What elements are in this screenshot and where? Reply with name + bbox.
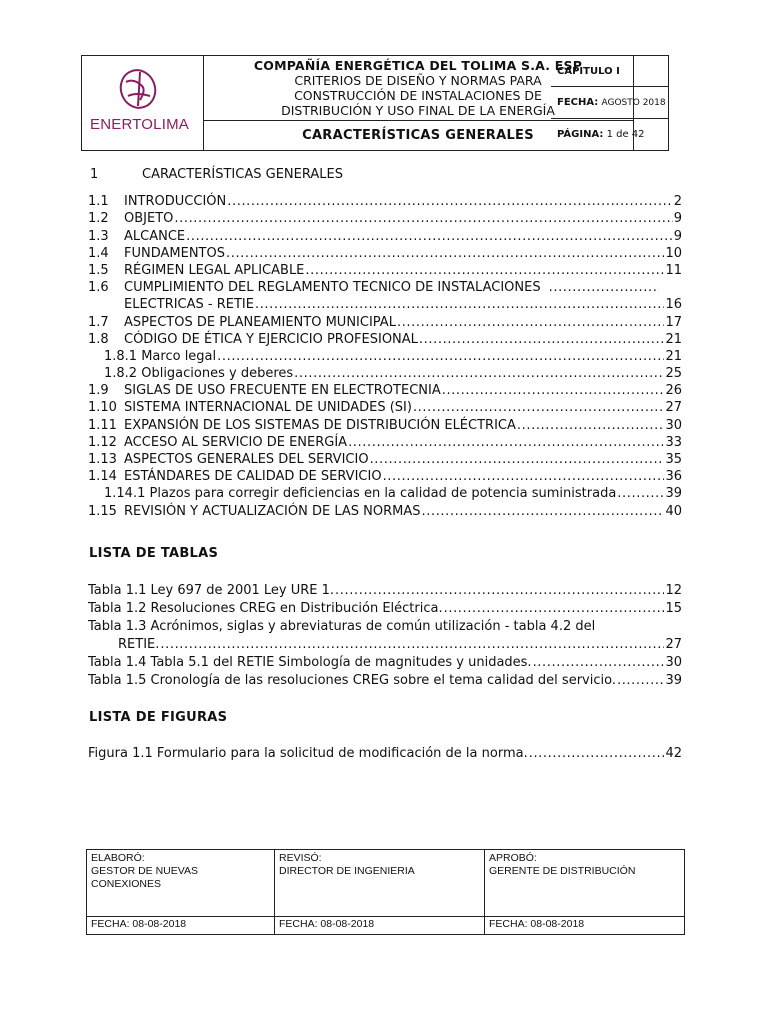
toc-entry[interactable] [88, 261, 682, 278]
toc-entry-label [88, 383, 441, 398]
toc-entry[interactable] [88, 312, 682, 329]
dot-leader [397, 315, 665, 330]
toc-entry-number: 1.9 [88, 383, 109, 399]
logo-wordmark: ENERTOLIMA [90, 116, 189, 133]
toc-entry-number: 1.14.1 [104, 486, 146, 502]
reviso-label: REVISÓ: [279, 852, 322, 864]
dot-leader [255, 297, 664, 312]
dot-leader [422, 504, 665, 519]
toc-entry-label [88, 435, 347, 450]
toc-entry-page: 11 [665, 262, 682, 278]
toc-entry-page: 21 [665, 348, 682, 364]
toc-entry-text: CUMPLIMIENTO DEL REGLAMENTO TECNICO DE INSTALACIONES [124, 280, 541, 296]
toc-entry-text: OBJETO [124, 211, 174, 227]
toc-entry-page: 9 [673, 211, 682, 227]
toc-entry-text: ASPECTOS DE PLANEAMIENTO MUNICIPAL [124, 314, 396, 330]
table-list-entry-text: Tabla 1.2 Resoluciones CREG en Distribución Eléctrica. [88, 601, 443, 616]
toc-entry[interactable] [88, 433, 682, 450]
tables-heading: LISTA DE TABLAS [89, 546, 219, 561]
aprobo-label: APROBÓ: [489, 852, 537, 864]
page-cell [551, 119, 668, 150]
toc-entry-page: 16 [665, 297, 682, 313]
toc-entry-text: ALCANCE [124, 228, 186, 244]
dot-leader [383, 469, 665, 484]
toc-entry[interactable] [88, 347, 682, 364]
criteria-line-2: CONSTRUCCIÓN DE INSTALACIONES DE [294, 88, 542, 103]
figures-heading: LISTA DE FIGURAS [89, 710, 228, 725]
dot-leader [617, 486, 664, 501]
date-cell [551, 87, 668, 119]
dot-leader [174, 211, 672, 226]
enertolima-logo-icon [82, 56, 203, 150]
toc-entry-text: Obligaciones y deberes [141, 366, 294, 382]
toc-entry-page: 33 [665, 434, 682, 450]
toc-entry-label [88, 486, 616, 501]
table-list-entry-page: 15 [665, 601, 682, 616]
approval-table [86, 849, 685, 935]
table-list-entry-label [88, 673, 616, 688]
toc-entry[interactable] [88, 209, 682, 226]
toc-entry-label [88, 504, 421, 519]
toc-entry-number: 1.6 [88, 280, 109, 296]
toc-entry-text: FUNDAMENTOS [124, 245, 225, 261]
toc-entry-page: 10 [665, 245, 682, 261]
dot-leader [348, 435, 664, 450]
toc-entry-page: 25 [665, 366, 682, 382]
toc-entry-number: 1.8.2 [104, 366, 138, 382]
table-list-entry-page: 12 [665, 583, 682, 598]
toc-entry-number: 1.15 [88, 503, 117, 519]
toc-entry[interactable] [88, 450, 682, 467]
aprobo-value: GERENTE DE DISTRIBUCIÓN [489, 865, 636, 877]
toc-entry-page: 26 [665, 383, 682, 399]
table-list-entry[interactable] [88, 634, 682, 652]
dot-leader [370, 452, 665, 467]
dot-leader [517, 418, 665, 433]
company-name: COMPAÑÍA ENERGÉTICA DEL TOLIMA S.A. ESP [253, 58, 583, 73]
table-list-entry-text: RETIE. [118, 637, 160, 652]
elaboro-value-1: GESTOR DE NUEVAS [91, 865, 198, 877]
table-list-entry-text: Tabla 1.4 Tabla 5.1 del RETIE Simbología de magnitudes y unidades. [88, 655, 532, 670]
table-list-entry[interactable] [88, 670, 682, 688]
toc-entry-text: ESTÁNDARES DE CALIDAD DE SERVICIO [124, 469, 382, 485]
aprobo-cell [485, 850, 684, 934]
toc-entry-page: 40 [665, 503, 682, 519]
toc-entry[interactable] [88, 192, 682, 209]
toc-entry-text: CÓDIGO DE ÉTICA Y EJERCICIO PROFESIONAL [124, 331, 418, 347]
toc-entry[interactable] [88, 381, 682, 398]
toc-entry-text: ASPECTOS GENERALES DEL SERVICIO [124, 452, 369, 467]
toc-entry-number: 1.5 [88, 262, 109, 278]
elaboro-cell [87, 850, 275, 934]
aprobo-date: FECHA: 08-08-2018 [489, 918, 585, 930]
toc-entry-number: 1.1 [88, 194, 109, 210]
chapter-label: CAPITULO I [551, 56, 668, 87]
company-logo [82, 56, 204, 150]
toc-entry-label [88, 469, 382, 484]
toc-entry[interactable] [88, 467, 682, 484]
date-label: FECHA: [557, 97, 599, 108]
elaboro-date: FECHA: 08-08-2018 [91, 918, 187, 930]
toc-entry-text: ELECTRICAS - RETIE [124, 297, 254, 313]
toc-entry-text: REVISIÓN Y ACTUALIZACIÓN DE LAS NORMAS [124, 503, 421, 519]
toc-entry[interactable] [88, 244, 682, 261]
dot-leader [160, 637, 664, 652]
section-name: CARACTERÍSTICAS GENERALES [302, 128, 534, 143]
toc-entry-label [88, 194, 226, 209]
toc-entry-number: 1.12 [88, 434, 117, 450]
toc-entry-text: Marco legal [141, 348, 217, 364]
toc-entry-text: Plazos para corregir deficiencias en la calidad de potencia suministrada [149, 486, 617, 502]
toc-entry-label [88, 229, 185, 244]
list-of-tables [88, 580, 682, 688]
footer-divider [87, 916, 684, 917]
toc-entry[interactable] [88, 398, 682, 415]
reviso-value: DIRECTOR DE INGENIERIA [279, 865, 415, 877]
toc-entry-text: ACCESO AL SERVICIO DE ENERGÍA [124, 434, 348, 450]
toc-entry[interactable] [88, 364, 682, 381]
toc-entry-label [88, 452, 369, 467]
criteria-line-1: CRITERIOS DE DISEÑO Y NORMAS PARA [294, 73, 542, 88]
toc-title-number: 1 [90, 167, 99, 182]
toc-entry-label [88, 400, 412, 415]
toc-entry-text: SIGLAS DE USO FRECUENTE EN ELECTROTECNIA [124, 383, 441, 399]
toc-entry-label [88, 297, 254, 312]
toc-entry[interactable] [88, 278, 682, 295]
date-value: AGOSTO 2018 [601, 98, 666, 108]
dot-leader [305, 263, 664, 278]
table-list-entry-label [88, 655, 532, 670]
dot-leader [549, 280, 659, 295]
reviso-date: FECHA: 08-08-2018 [279, 918, 375, 930]
table-list-entry-text: Tabla 1.5 Cronología de las resoluciones CREG sobre el tema calidad del servicio. [88, 673, 616, 688]
dot-leader [227, 194, 672, 209]
table-list-entry-page: 27 [665, 637, 682, 652]
toc-entry-page: 17 [665, 314, 682, 330]
toc-entry-number: 1.7 [88, 314, 109, 330]
criteria-line-3: DISTRIBUCIÓN Y USO FINAL DE LA ENERGÍA [281, 103, 555, 118]
toc-entry-number: 1.14 [88, 469, 117, 485]
dot-leader [617, 673, 664, 688]
toc-entry-label [88, 280, 541, 295]
toc-entry-number: 1.8.1 [104, 348, 138, 364]
dot-leader [419, 332, 665, 347]
toc-entry[interactable] [88, 484, 682, 501]
toc-title [90, 167, 343, 182]
toc-entry-number: 1.13 [88, 452, 117, 467]
table-list-entry-label [88, 619, 595, 634]
table-list-entry-text: Tabla 1.3 Acrónimos, siglas y abreviaturas de común utilización - tabla 4.2 del [88, 619, 596, 634]
toc-entry-number: 1.10 [88, 400, 117, 416]
toc-title-text: CARACTERÍSTICAS GENERALES [142, 167, 343, 182]
list-of-figures [88, 743, 682, 761]
figure-list-entry-page: 42 [665, 746, 682, 761]
toc-entry-label [88, 418, 516, 433]
toc-entry[interactable] [88, 295, 682, 312]
dot-leader [533, 655, 665, 670]
figure-list-entry[interactable] [88, 743, 682, 761]
dot-leader [335, 583, 664, 598]
toc-entry-text: INTRODUCCIÓN [124, 194, 227, 210]
toc-entry-text: EXPANSIÓN DE LOS SISTEMAS DE DISTRIBUCIÓN ELÉCTRICA [124, 417, 516, 433]
dot-leader [217, 349, 664, 364]
toc-entry-number: 1.11 [88, 417, 117, 433]
toc-entry-page: 27 [665, 400, 682, 416]
table-list-entry-label [88, 601, 443, 616]
toc-entry-label [88, 366, 293, 381]
figure-list-entry-label [88, 746, 528, 761]
page-value: 1 de 42 [606, 129, 645, 140]
table-list-entry[interactable] [88, 580, 682, 598]
toc-entry-page: 35 [665, 452, 682, 467]
toc-entry-label [88, 315, 396, 330]
table-list-entry-label [88, 637, 159, 652]
toc-entry-text: RÉGIMEN LEGAL APLICABLE [124, 262, 305, 278]
table-of-contents [88, 192, 682, 519]
toc-entry-number: 1.4 [88, 245, 109, 261]
toc-entry-label [88, 332, 418, 347]
toc-entry-label [88, 349, 216, 364]
toc-entry-label [88, 211, 173, 226]
toc-entry-label [88, 263, 304, 278]
toc-entry[interactable] [88, 226, 682, 243]
toc-entry[interactable] [88, 330, 682, 347]
table-list-entry-label [88, 583, 334, 598]
toc-entry-page: 21 [665, 331, 682, 347]
table-list-entry[interactable] [88, 652, 682, 670]
dot-leader [413, 400, 665, 415]
toc-entry-text: SISTEMA INTERNACIONAL DE UNIDADES (SI) [124, 400, 412, 416]
table-list-entry[interactable] [88, 616, 682, 634]
dot-leader [442, 383, 665, 398]
page-label: PÁGINA: [557, 129, 604, 140]
toc-entry-page: 39 [665, 486, 682, 502]
table-list-entry-text: Tabla 1.1 Ley 697 de 2001 Ley URE 1. [88, 583, 335, 598]
dot-leader [226, 246, 664, 261]
toc-entry-number: 1.2 [88, 211, 109, 227]
elaboro-value-2: CONEXIONES [91, 878, 162, 890]
dot-leader [444, 601, 665, 616]
dot-leader [186, 229, 673, 244]
toc-entry-page: 2 [673, 194, 682, 210]
table-list-entry[interactable] [88, 598, 682, 616]
table-list-entry-page: 39 [665, 673, 682, 688]
dot-leader [529, 746, 665, 761]
toc-entry[interactable] [88, 501, 682, 518]
toc-entry-page: 30 [665, 417, 682, 433]
figure-list-entry-text: Figura 1.1 Formulario para la solicitud de modificación de la norma. [88, 746, 528, 761]
toc-entry-number: 1.3 [88, 228, 109, 244]
toc-entry-label [88, 246, 225, 261]
toc-entry-number: 1.8 [88, 331, 109, 347]
toc-entry[interactable] [88, 415, 682, 432]
reviso-cell [275, 850, 485, 934]
elaboro-label: ELABORÓ: [91, 852, 145, 864]
table-list-entry-page: 30 [665, 655, 682, 670]
toc-entry-page: 9 [673, 228, 682, 244]
toc-entry-page: 36 [665, 469, 682, 485]
dot-leader [294, 366, 664, 381]
